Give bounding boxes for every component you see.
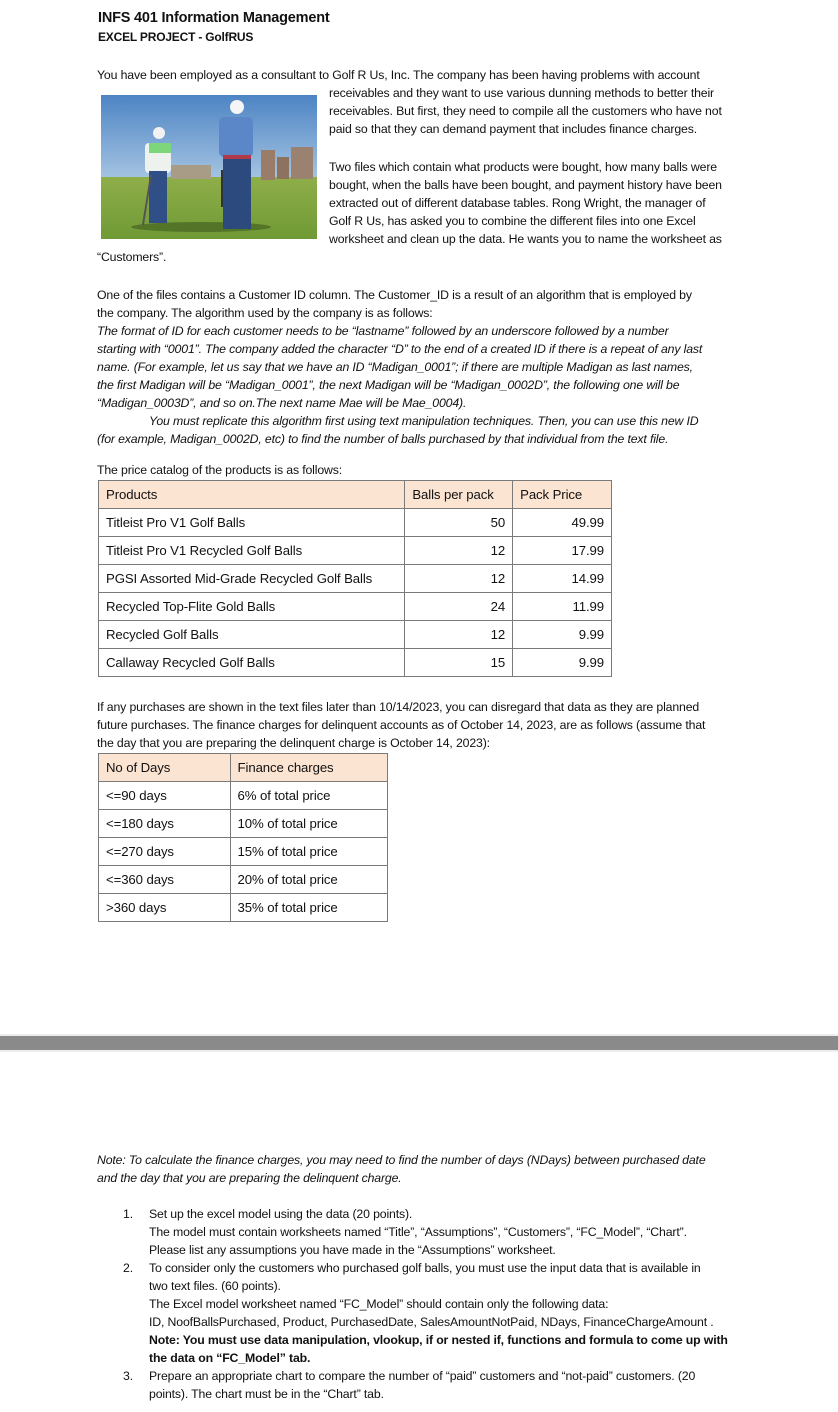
- task-item-1: 1. Set up the excel model using the data (20 points). The model must contain worksheets named “Title”, “Assumptions”, “Customers”, “FC_Model”, “Chart”. Please list any assumptions you have made in the “Assumptions” worksheet.: [123, 1207, 687, 1257]
- table-row: Titleist Pro V1 Golf Balls 50 49.99: [99, 509, 612, 537]
- price-catalog-table: [98, 480, 612, 677]
- project-title: EXCEL PROJECT - GolfRUS: [98, 30, 254, 44]
- table-row: <=270 days 15% of total price: [99, 838, 388, 866]
- finance-note: Note: To calculate the finance charges, you may need to find the number of days (NDays) between purchased date and the day that you are preparing the delinquent charge.: [97, 1153, 706, 1185]
- header-finance-charges: Finance charges: [230, 754, 387, 782]
- header-no-of-days: No of Days: [99, 754, 231, 782]
- intro-line-1: You have been employed as a consultant to Golf R Us, Inc. The company has been having problems with account: [97, 68, 700, 82]
- table-row: PGSI Assorted Mid-Grade Recycled Golf Balls 12 14.99: [99, 565, 612, 593]
- task-item-2: 2. To consider only the customers who purchased golf balls, you must use the input data that is available in two text files. (60 points). The Excel model worksheet named “FC_Model” should contain only the following data: ID, NoofBallsPurchased, Product, PurchasedDate, SalesAmountNotPaid, NDays, FinanceChargeAmount . Note: You must use data manipulation, vlookup, if or nested if, functions and formula to come up with the data on “FC_Model” tab.: [123, 1261, 728, 1365]
- table-row: <=90 days 6% of total price: [99, 782, 388, 810]
- table-row: <=360 days 20% of total price: [99, 866, 388, 894]
- table-row: Recycled Golf Balls 12 9.99: [99, 621, 612, 649]
- intro-paragraph-1: receivables and they want to use various dunning methods to better their receivables. But first, they need to compile all the customers who have not paid so that they can demand payment that includes finance charges.: [329, 86, 722, 136]
- table-header-row: [99, 754, 388, 782]
- page-break-divider: [0, 1034, 838, 1052]
- golfers-photo: [101, 95, 317, 239]
- catalog-intro: The price catalog of the products is as follows:: [97, 463, 343, 477]
- table-row: Recycled Top-Flite Gold Balls 24 11.99: [99, 593, 612, 621]
- table-row: <=180 days 10% of total price: [99, 810, 388, 838]
- course-title: INFS 401 Information Management: [98, 10, 330, 26]
- intro-paragraph-2: Two files which contain what products were bought, how many balls were bought, when the balls have been bought, and payment history have been extracted out of different database tables. Rong Wright, the manager of Golf R Us, has asked you to combine the different files into one Excel worksheet and clean up the data. He wants you to name the worksheet as: [329, 160, 722, 246]
- task-list: [97, 1205, 797, 1403]
- header-balls-per-pack: Balls per pack: [405, 481, 513, 509]
- finance-intro: If any purchases are shown in the text files later than 10/14/2023, you can disregard that data as they are planned future purchases. The finance charges for delinquent accounts as of October 14, 2023, are as follows (assume that the day that you are preparing the delinquent charge is October 14, 2023):: [97, 700, 706, 750]
- table-row: Titleist Pro V1 Recycled Golf Balls 12 17.99: [99, 537, 612, 565]
- algorithm-section: One of the files contains a Customer ID column. The Customer_ID is a result of an algorithm that is employed by the company. The algorithm used by the company is as follows: The format of ID for each customer needs to be “lastname” followed by an underscore followed by a number starting with “0001”. The company added the character “D” to the end of a created ID if there is a repeat of any last name. (For example, let us say that we have an ID “Madigan_0001”; if there are multiple Madigan as last names, the first Madigan will be “Madigan_0001”, the next Madigan will be “Madigan_0002D”, the following one will be “Madigan_0003D”, and so on.The next name Mae will be Mae_0004). You must replicate this algorithm first using text manipulation techniques. Then, you can use this new ID (for example, Madigan_0002D, etc) to find the number of balls purchased by that individual from the text file.: [97, 288, 703, 446]
- header-pack-price: Pack Price: [513, 481, 612, 509]
- header-products: Products: [99, 481, 405, 509]
- task-item-3: 3. Prepare an appropriate chart to compare the number of “paid” customers and “not-paid” customers. (20 points). The chart must be in the “Chart” tab.: [123, 1369, 696, 1401]
- finance-charges-table: [98, 753, 388, 922]
- table-row: Callaway Recycled Golf Balls 15 9.99: [99, 649, 612, 677]
- table-header-row: [99, 481, 612, 509]
- intro-tail: “Customers”.: [97, 250, 167, 264]
- golf-course-image: [101, 95, 317, 239]
- table-row: >360 days 35% of total price: [99, 894, 388, 922]
